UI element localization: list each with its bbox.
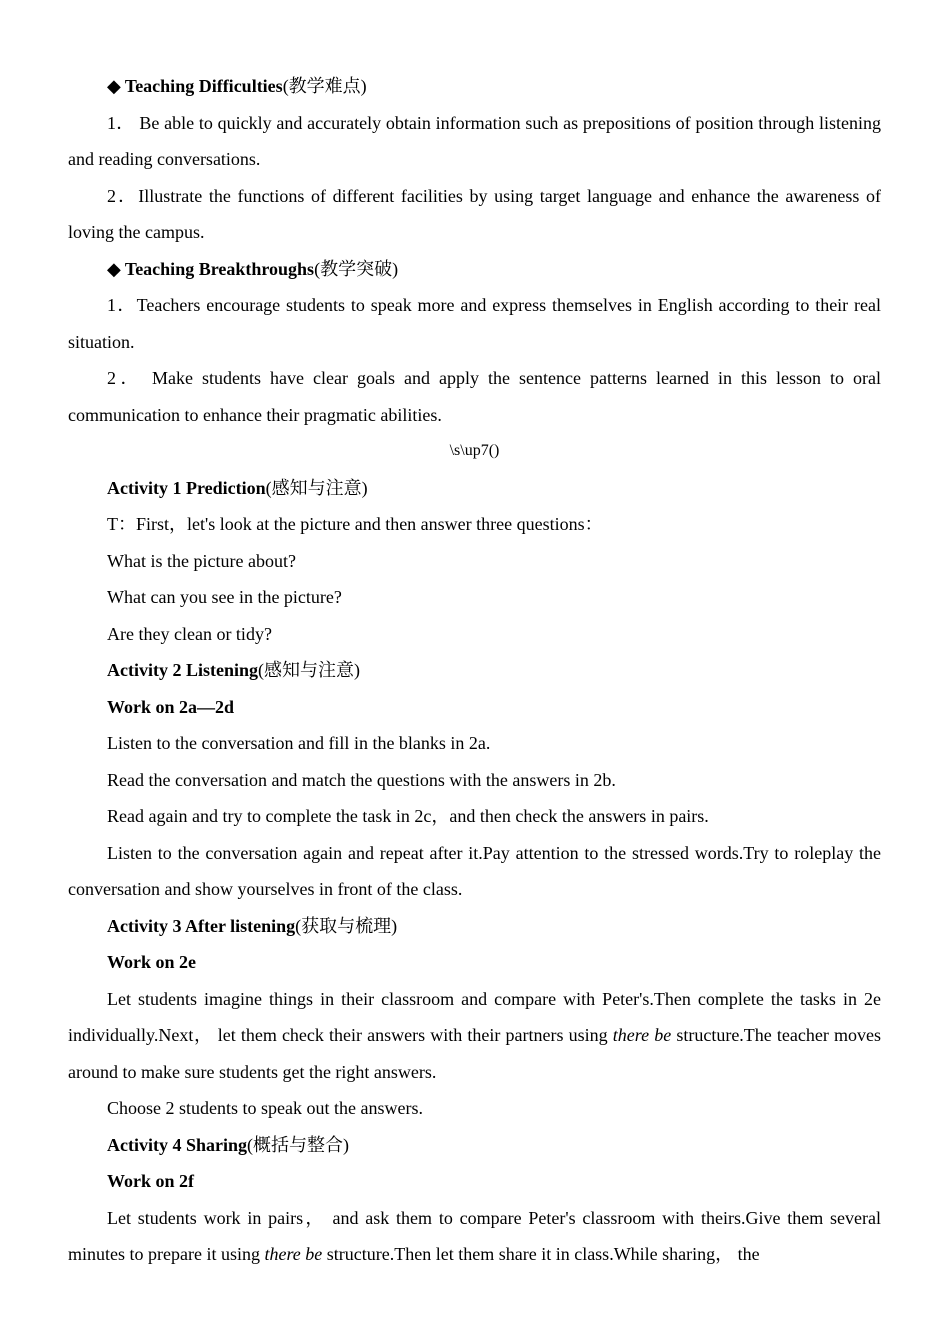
activity-2-step: Listen to the conversation again and repeat after it.Pay attention to the stressed words.Try to roleplay the conversation and show yourselves in front of the class. (68, 842, 881, 899)
activity-3-paragraph: Choose 2 students to speak out the answers. (107, 1098, 423, 1118)
heading-teaching-difficulties: ◆ Teaching Difficulties(教学难点) (107, 76, 367, 96)
heading-teaching-breakthroughs: ◆ Teaching Breakthroughs(教学突破) (107, 258, 399, 279)
activity-2-step: Read the conversation and match the questions with the answers in 2b. (107, 769, 616, 790)
activity-3-work-label: Work on 2e (107, 952, 197, 972)
activity-3-paragraph: Let students imagine things in their classroom and compare with Peter's.Then complete the tasks in 2e individually.Next， let them check their answers with their partners using there be structure.The teacher moves around to make sure students get the right answers. (68, 988, 881, 1082)
difficulty-item-2: 2．Illustrate the functions of different facilities by using target language and enhance the awareness of loving the campus. (68, 185, 881, 242)
activity-4-work-label: Work on 2f (107, 1171, 195, 1191)
activity-2-step: Read again and try to complete the task in 2c，and then check the answers in pairs. (107, 806, 709, 826)
document-page (68, 68, 881, 1273)
activity-2-heading: Activity 2 Listening(感知与注意) (107, 660, 360, 680)
difficulty-item-1: 1． Be able to quickly and accurately obtain information such as prepositions of position through listening and reading conversations. (68, 112, 881, 169)
diamond-bullet-icon: ◆ (107, 258, 121, 279)
activity-2-work-label: Work on 2a—2d (107, 696, 235, 717)
breakthrough-item-2: 2． Make students have clear goals and apply the sentence patterns learned in this lesson to oral communication to enhance their pragmatic abilities. (68, 368, 881, 425)
activity-4-heading: Activity 4 Sharing(概括与整合) (107, 1134, 350, 1155)
activity-1-question: What is the picture about? (107, 550, 296, 571)
activity-1-question: Are they clean or tidy? (107, 623, 272, 644)
diamond-bullet-icon: ◆ (107, 76, 121, 96)
activity-4-paragraph: Let students work in pairs， and ask them to compare Peter's classroom with theirs.Give them several minutes to prepare it using there be structure.Then let them share it in class.While sharing， the (68, 1207, 881, 1264)
activity-3-heading: Activity 3 After listening(获取与梳理) (107, 915, 398, 936)
activity-1-intro: T：First，let's look at the picture and then answer three questions： (107, 514, 603, 534)
activity-1-question: What can you see in the picture? (107, 587, 342, 607)
activity-2-step: Listen to the conversation and fill in the blanks in 2a. (107, 733, 491, 753)
field-code-marker: \s\up7() (449, 442, 500, 459)
activity-1-heading: Activity 1 Prediction(感知与注意) (107, 477, 368, 498)
breakthrough-item-1: 1．Teachers encourage students to speak more and express themselves in English according to their real situation. (68, 295, 881, 352)
